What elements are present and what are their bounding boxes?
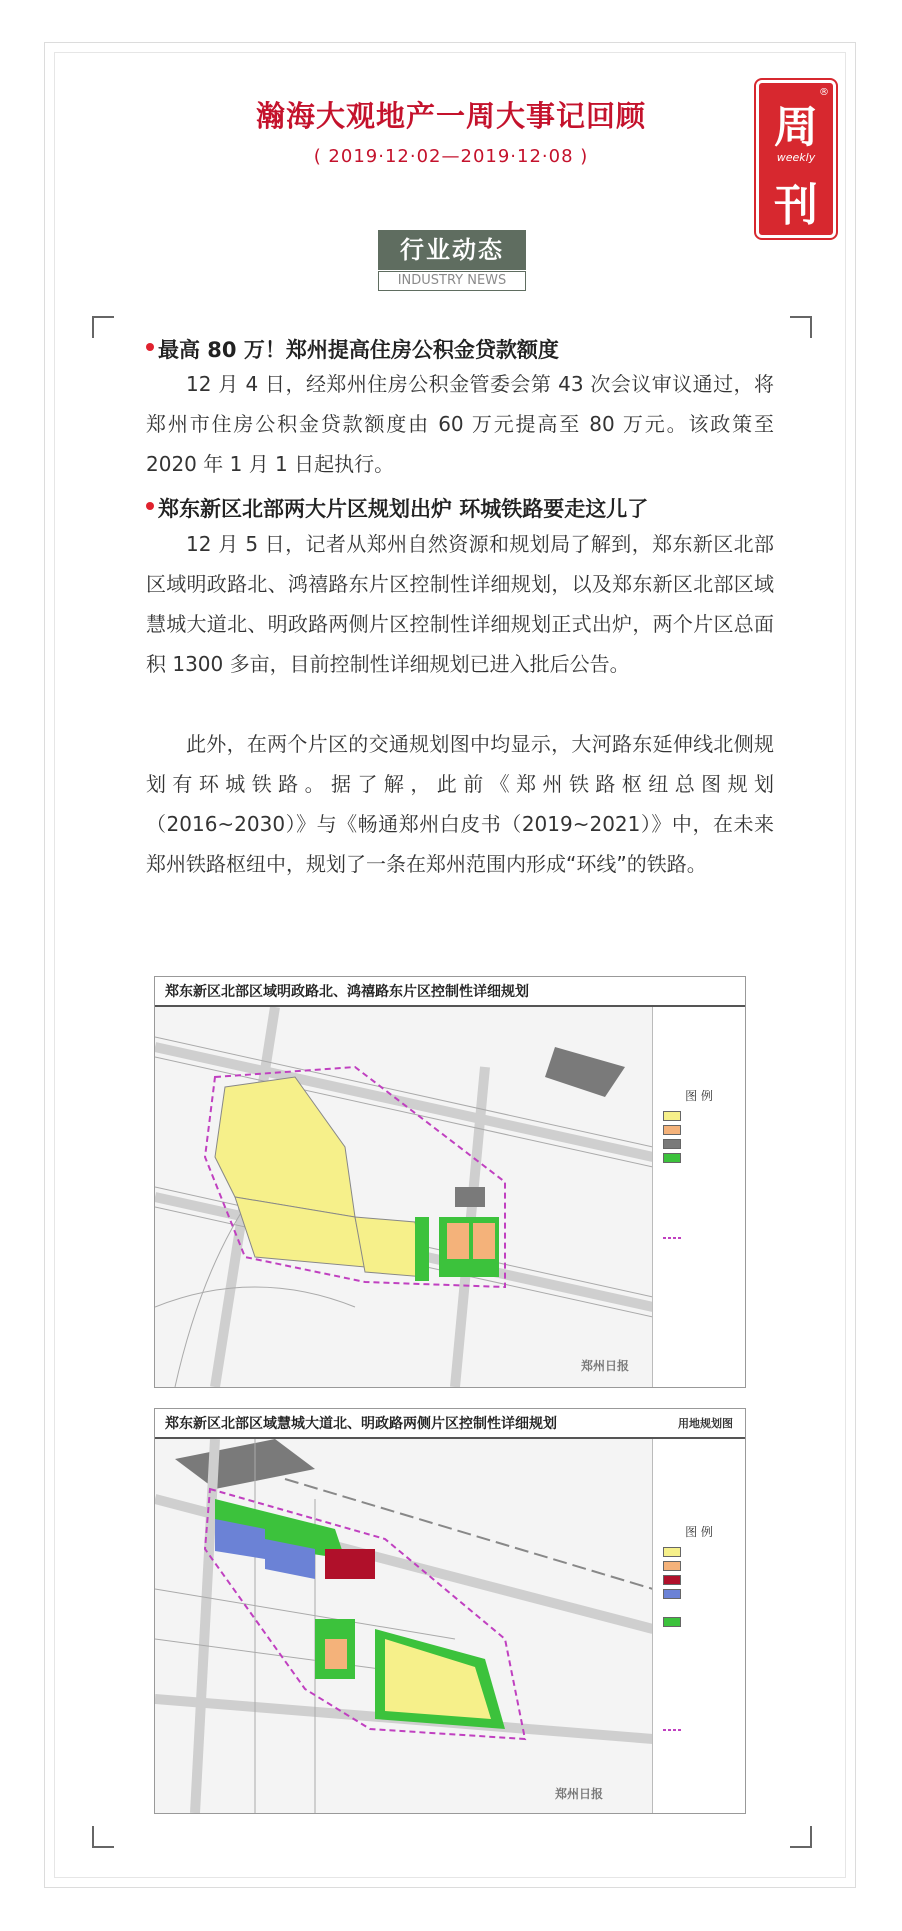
- bullet-dot-icon: [146, 343, 154, 351]
- section-title: 行业动态: [378, 230, 526, 270]
- map-2-drawing: [155, 1439, 653, 1813]
- date-range: ( 2019·12·02—2019·12·08 ): [313, 146, 589, 167]
- legend-swatch: [663, 1589, 681, 1599]
- corner-mark-top-left: [92, 316, 114, 338]
- seal-word: weekly: [776, 151, 816, 164]
- article-paragraph: 12 月 5 日，记者从郑州自然资源和规划局了解到，郑东新区北部区域明政路北、鸿禧路东片区控制性详细规划，以及郑东新区北部区域慧城大道北、明政路两侧片区控制性详细规划正式出炉，两个片区总面积 1300 多亩，目前控制性详细规划已进入批后公告。: [146, 532, 774, 676]
- legend-swatch: [663, 1575, 681, 1585]
- page-title: 瀚海大观地产一周大事记回顾: [255, 99, 646, 133]
- article-paragraph: 12 月 4 日，经郑州住房公积金管委会第 43 次会议审议通过，将郑州市住房公积金贷款额度由 60 万元提高至 80 万元。该政策至 2020 年 1 月 1 日起执行。: [146, 372, 774, 476]
- bullet-dot-icon: [146, 502, 154, 510]
- headline-text: 最高 80 万！郑州提高住房公积金贷款额度: [158, 338, 559, 362]
- planning-map-2: [154, 1408, 746, 1814]
- map-subtitle: 用地规划图: [678, 1417, 733, 1430]
- legend-swatch: [663, 1729, 681, 1731]
- corner-mark-bottom-right: [790, 1826, 812, 1848]
- headline-text: 郑东新区北部两大片区规划出炉 环城铁路要走这儿了: [158, 497, 649, 521]
- map-watermark: 郑州日报: [581, 1359, 630, 1373]
- weekly-seal-logo: [756, 80, 836, 238]
- legend-swatch: [663, 1547, 681, 1557]
- map-title-text: 郑东新区北部区域明政路北、鸿禧路东片区控制性详细规划: [165, 984, 529, 1000]
- seal-char-zhou: 周: [774, 102, 818, 153]
- legend-title: 图 例: [685, 1089, 713, 1103]
- article-headline: [158, 493, 648, 523]
- legend-title: 图 例: [685, 1525, 713, 1539]
- legend-swatch: [663, 1237, 681, 1239]
- registered-mark: ®: [819, 87, 829, 98]
- legend-swatch: [663, 1153, 681, 1163]
- corner-mark-top-right: [790, 316, 812, 338]
- legend-swatch: [663, 1111, 681, 1121]
- article-headline: [158, 334, 559, 364]
- map-legend: [652, 1439, 745, 1813]
- planning-map-1: [154, 976, 746, 1388]
- section-subtitle: INDUSTRY NEWS: [378, 271, 526, 291]
- map-1-drawing: [155, 1007, 653, 1387]
- seal-char-kan: 刊: [774, 180, 818, 231]
- map-title: [155, 977, 745, 1007]
- article-paragraph: 此外，在两个片区的交通规划图中均显示，大河路东延伸线北侧规划有环城铁路。据了解，此前《郑州铁路枢纽总图规划（2016~2030）》与《畅通郑州白皮书（2019~2021）》中，在未来郑州铁路枢纽中，规划了一条在郑州范围内形成“环线”的铁路。: [146, 732, 774, 876]
- map-watermark: 郑州日报: [555, 1787, 604, 1801]
- map-title: [155, 1409, 745, 1439]
- legend-swatch: [663, 1125, 681, 1135]
- legend-swatch: [663, 1617, 681, 1627]
- map-legend: [652, 1007, 745, 1387]
- corner-mark-bottom-left: [92, 1826, 114, 1848]
- legend-swatch: [663, 1139, 681, 1149]
- legend-swatch: [663, 1561, 681, 1571]
- map-title-text: 郑东新区北部区域慧城大道北、明政路两侧片区控制性详细规划: [165, 1416, 557, 1432]
